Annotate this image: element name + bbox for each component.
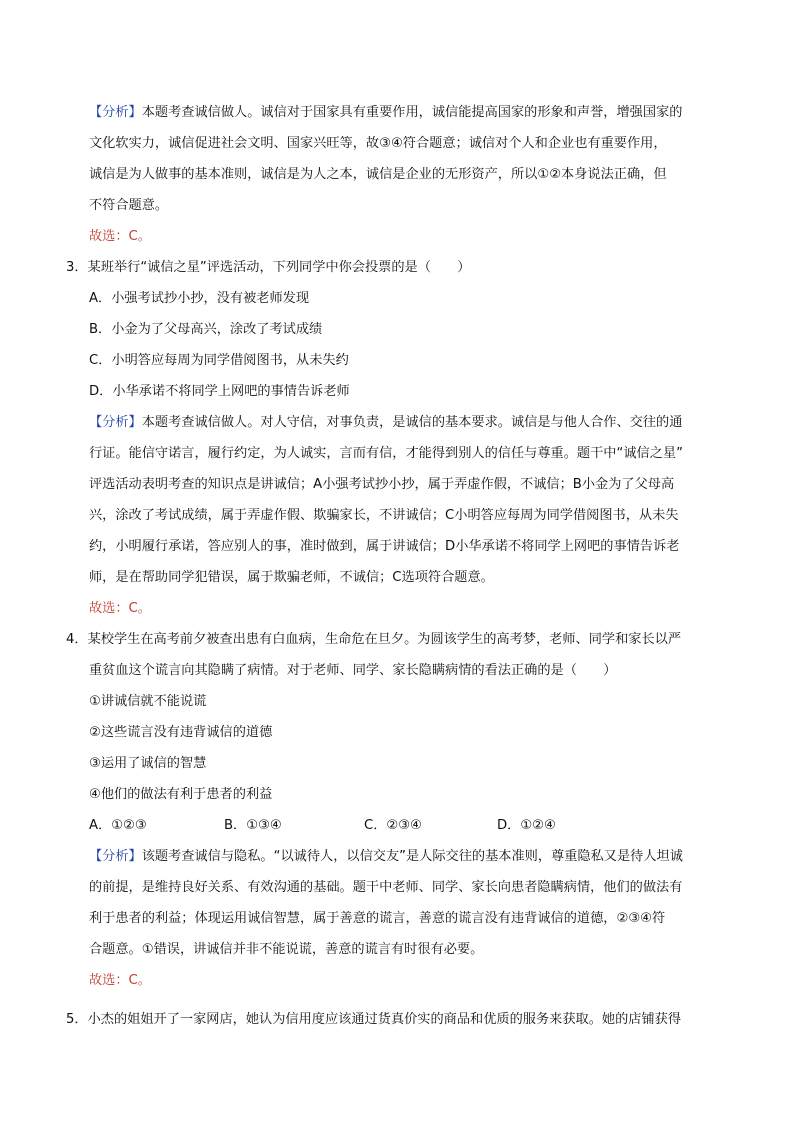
analysis-tag: 【分析】: [89, 415, 142, 430]
q4-item-2: ②这些谎言没有违背诚信的道德: [89, 725, 273, 740]
answer-4: 故选：C。: [89, 973, 151, 988]
q4-item-4: ④他们的做法有利于患者的利益: [89, 787, 273, 802]
question-4-stem-line-2: 重贫血这个谎言向其隐瞒了病情。对于老师、同学、家长隐瞒病情的看法正确的是（ ）: [89, 663, 617, 678]
question-3-stem: 3．某班举行“诚信之星”评选活动，下列同学中你会投票的是（ ）: [66, 260, 471, 275]
q3-analysis-line-2: 行证。能信守诺言，履行约定，为人诚实，言而有信，才能得到别人的信任与尊重。题干中“诚信之星”: [89, 446, 683, 461]
q4-choice-a: A．①②③: [89, 818, 147, 833]
q4-analysis-line-1: 【分析】该题考查诚信与隐私。“以诚待人，以信交友”是人际交往的基本准则，尊重隐私又是待人坦诚: [89, 849, 683, 864]
q4-analysis-line-2: 的前提，是维持良好关系、有效沟通的基础。题干中老师、同学、家长向患者隐瞒病情，他们的做法有: [89, 880, 683, 895]
q3-analysis-line-6: 师，是在帮助同学犯错误，属于欺骗老师，不诚信；C选项符合题意。: [89, 570, 494, 585]
question-4-stem-line-1: 4．某校学生在高考前夕被查出患有白血病，生命危在旦夕。为圆该学生的高考梦，老师、同学和家长以严: [66, 632, 682, 647]
q3-option-d: D．小华承诺不将同学上网吧的事情告诉老师: [89, 384, 350, 399]
q3-analysis-line-1: 【分析】本题考查诚信做人。对人守信，对事负责，是诚信的基本要求。诚信是与他人合作、交往的通: [89, 415, 683, 430]
answer-3: 故选：C。: [89, 601, 151, 616]
analysis-1-line-4: 不符合题意。: [89, 198, 169, 213]
q4-choice-c: C．②③④: [364, 818, 422, 833]
analysis-tag: 【分析】: [89, 105, 142, 120]
q3-analysis-line-4: 兴，涂改了考试成绩，属于弄虚作假、欺骗家长，不讲诚信；C小明答应每周为同学借阅图书，从未失: [89, 508, 679, 523]
q4-analysis-line-4: 合题意。①错误，讲诚信并非不能说谎，善意的谎言有时很有必要。: [89, 942, 484, 957]
q3-analysis-line-3: 评选活动表明考查的知识点是讲诚信；A小强考试抄小抄，属于弄虚作假，不诚信；B小金为了父母高: [89, 477, 675, 492]
analysis-1-line-3: 诚信是为人做事的基本准则，诚信是为人之本，诚信是企业的无形资产，所以①②本身说法正确，但: [89, 167, 667, 182]
question-5-stem: 5．小杰的姐姐开了一家网店，她认为信用度应该通过货真价实的商品和优质的服务来获取。她的店铺获得: [66, 1012, 682, 1027]
analysis-1-line-2: 文化软实力，诚信促进社会文明、国家兴旺等，故③④符合题意；诚信对个人和企业也有重要作用，: [89, 136, 667, 151]
answer-1: 故选：C。: [89, 229, 151, 244]
q4-analysis-line-3: 利于患者的利益；体现运用诚信智慧，属于善意的谎言，善意的谎言没有违背诚信的道德，②③④符: [89, 911, 666, 926]
analysis-1-line-1: 【分析】本题考查诚信做人。诚信对于国家具有重要作用，诚信能提高国家的形象和声誉，增强国家的: [89, 105, 683, 120]
q3-option-a: A．小强考试抄小抄，没有被老师发现: [89, 291, 310, 306]
q4-choice-b: B．①③④: [224, 818, 282, 833]
q4-item-1: ①讲诚信就不能说谎: [89, 694, 207, 709]
q3-option-c: C．小明答应每周为同学借阅图书，从未失约: [89, 353, 349, 368]
q3-option-b: B．小金为了父母高兴，涂改了考试成绩: [89, 322, 323, 337]
q3-analysis-line-5: 约，小明履行承诺，答应别人的事，准时做到，属于讲诚信；D小华承诺不将同学上网吧的事情告诉老: [89, 539, 680, 554]
q4-item-3: ③运用了诚信的智慧: [89, 756, 207, 771]
q4-choice-d: D．①②④: [497, 818, 556, 833]
analysis-tag: 【分析】: [89, 849, 142, 864]
